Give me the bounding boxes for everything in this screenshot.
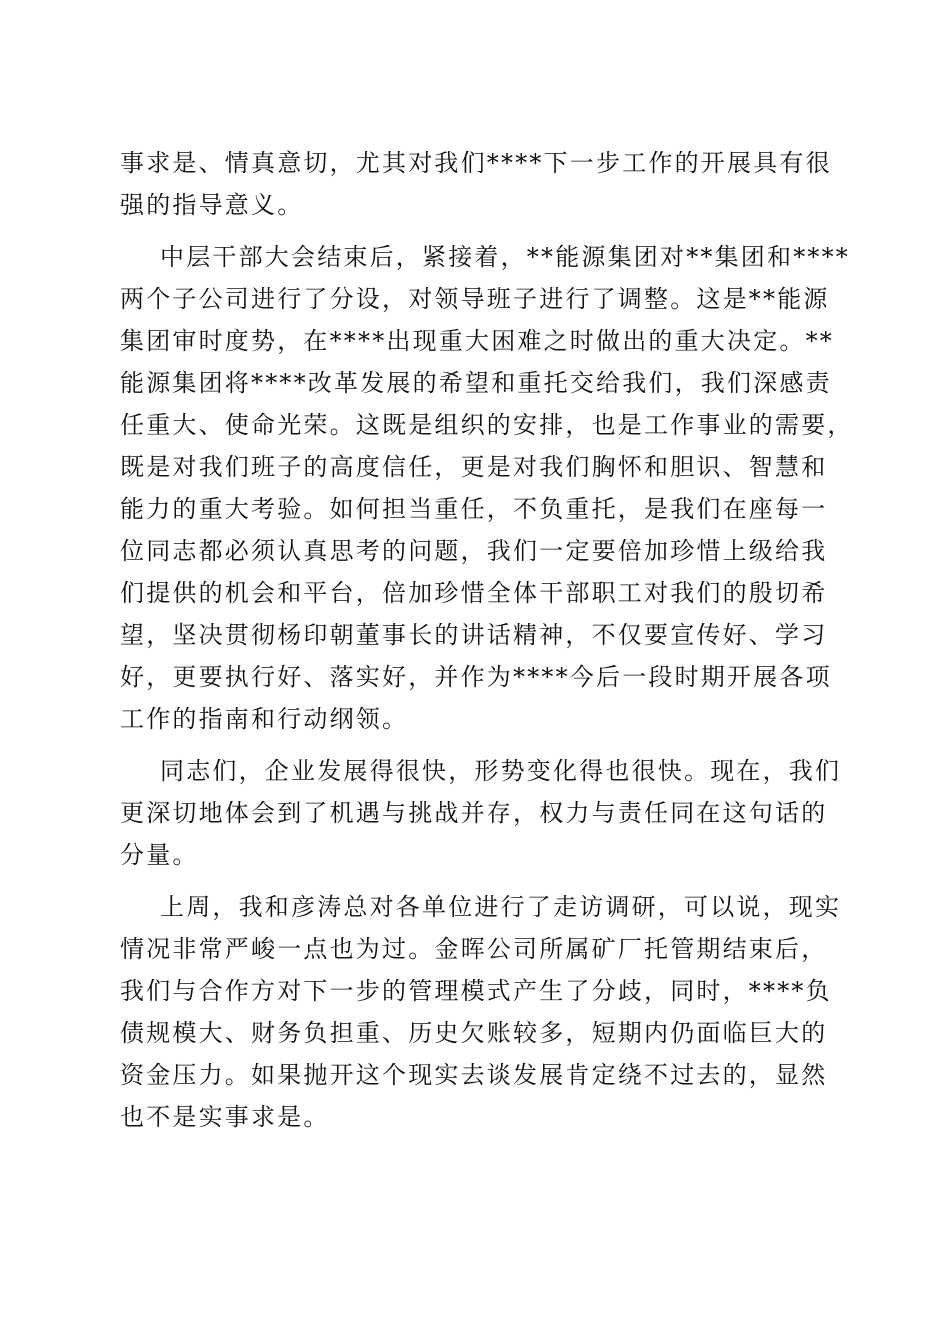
- text-line: 债规模大、财务负担重、历史欠账较多，短期内仍面临巨大的: [120, 1019, 828, 1047]
- text-line: 望，坚决贯彻杨印朝董事长的讲话精神，不仅要宣传好、学习: [120, 621, 828, 649]
- text-line: 能源集团将****改革发展的希望和重托交给我们，我们深感责: [120, 369, 832, 397]
- text-line: 也不是实事求是。: [120, 1103, 330, 1131]
- text-line: 更深切地体会到了机遇与挑战并存，权力与责任同在这句话的: [120, 799, 828, 827]
- text-line: 强的指导意义。: [120, 191, 304, 219]
- paragraph-first-line: 上周，我和彦涛总对各单位进行了走访调研，可以说，现实: [160, 893, 842, 921]
- text-line: 们提供的机会和平台，倍加珍惜全体干部职工对我们的殷切希: [120, 579, 828, 607]
- text-line: 情况非常严峻一点也为过。金晖公司所属矿厂托管期结束后，: [120, 935, 828, 963]
- text-line: 集团审时度势，在****出现重大困难之时做出的重大决定。**: [120, 327, 834, 355]
- text-line: 好，更要执行好、落实好，并作为****今后一段时期开展各项: [120, 663, 832, 691]
- paragraph-first-line: 中层干部大会结束后，紧接着，**能源集团对**集团和****: [160, 243, 850, 271]
- text-line: 分量。: [120, 841, 199, 869]
- text-line: 资金压力。如果抛开这个现实去谈发展肯定绕不过去的，显然: [120, 1061, 828, 1089]
- text-line: 能力的重大考验。如何担当重任，不负重托，是我们在座每一: [120, 495, 828, 523]
- text-line: 位同志都必须认真思考的问题，我们一定要倍加珍惜上级给我: [120, 537, 828, 565]
- text-line: 两个子公司进行了分设，对领导班子进行了调整。这是**能源: [120, 285, 830, 313]
- paragraph-first-line: 同志们，企业发展得很快，形势变化得也很快。现在，我们: [160, 757, 842, 785]
- text-line: 事求是、情真意切，尤其对我们****下一步工作的开展具有很: [120, 149, 832, 177]
- text-line: 任重大、使命光荣。这既是组织的安排，也是工作事业的需要，: [120, 411, 854, 439]
- text-line: 工作的指南和行动纲领。: [120, 705, 409, 733]
- text-line: 我们与合作方对下一步的管理模式产生了分歧，同时，****负: [120, 977, 832, 1005]
- text-line: 既是对我们班子的高度信任，更是对我们胸怀和胆识、智慧和: [120, 453, 828, 481]
